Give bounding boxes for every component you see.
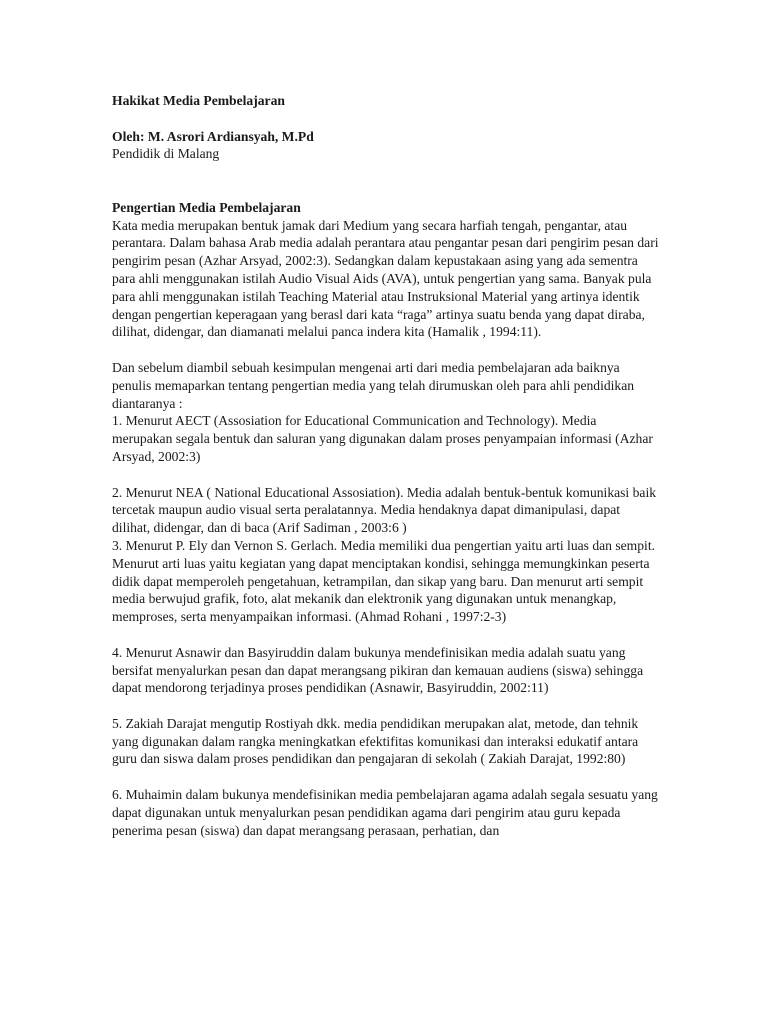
spacer: [112, 110, 660, 128]
list-item-aect: 1. Menurut AECT (Assosiation for Educational Communication and Technology). Media merupakan segala bentuk dan saluran yang digunakan dalam proses penyampaian informasi (Azhar Arsyad, 2002:3): [112, 413, 653, 464]
list-item-muhaimin: 6. Muhaimin dalam bukunya mendefisinikan media pembelajaran agama adalah segala sesuatu yang dapat digunakan untuk menyalurkan pesan pendidikan agama dari pengirim atau guru kepada penerima pesan (siswa) dan dapat merangsang perasaan, perhatian, dan: [112, 787, 658, 838]
spacer: [112, 768, 660, 786]
spacer: [112, 466, 660, 484]
spacer: [112, 697, 660, 715]
spacer: [112, 341, 660, 359]
paragraph-lead-in: Dan sebelum diambil sebuah kesimpulan mengenai arti dari media pembelajaran ada baiknya penulis memaparkan tentang pengertian media yang telah dirumuskan oleh para ahli pendidikan diantaranya :: [112, 359, 635, 411]
section-heading: Pengertian Media Pembelajaran: [112, 199, 301, 215]
paragraph-intro: Kata media merupakan bentuk jamak dari Medium yang secara harfiah tengah, pengantar, atau perantara. Dalam bahasa Arab media adalah perantara atau pengantar pesan dari pengirim pesan dari pengirim pesan (Azhar Arsyad, 2002:3). Sedangkan dalam kepustakaan asing yang ada sementra para ahli menggunakan istilah Audio Visual Aids (AVA), untuk pengertian yang sama. Banyak pula para ahli menggunakan istilah Teaching Material atau Instruksional Material yang artinya identik dengan pengertian keperagaan yang berasl dari kata “raga” artinya suatu benda yang dapat diraba, dilihat, didengar, dan diamanati melalui panca indera kita (Hamalik , 1994:11).: [112, 217, 659, 340]
author-affiliation: Pendidik di Malang: [112, 146, 220, 162]
list-item-ely-gerlach: 3. Menurut P. Ely dan Vernon S. Gerlach. Media memiliki dua pengertian yaitu arti luas dan sempit. Menurut arti luas yaitu kegiatan yang dapat menciptakan kondisi, sehingga memungkinkan peserta didik dapat memperoleh pengetahuan, ketrampilan, dan sikap yang baru. Dan menurut arti sempit media berwujud grafik, foto, alat mekanik dan elektronik yang digunakan untuk menangkap, memproses, serta menyampaikan informasi. (Ahmad Rohani , 1997:2-3): [112, 537, 656, 625]
author-line: Oleh: M. Asrori Ardiansyah, M.Pd: [112, 128, 314, 144]
spacer: [112, 626, 660, 644]
list-item-zakiah: 5. Zakiah Darajat mengutip Rostiyah dkk. media pendidikan merupakan alat, metode, dan tehnik yang digunakan dalam rangka meningkatkan efektifitas komunikasi dan interaksi edukatif antara guru dan siswa dalam proses pendidikan dan pengajaran di sekolah ( Zakiah Darajat, 1992:80): [112, 715, 639, 767]
document-page: [112, 92, 660, 839]
document-title: Hakikat Media Pembelajaran: [112, 93, 285, 108]
list-item-nea: 2. Menurut NEA ( National Educational Assosiation). Media adalah bentuk-bentuk komunikasi baik tercetak maupun audio visual serta peralatannya. Media hendaknya dapat dimanipulasi, dapat dilihat, didengar, dan di baca (Arif Sadiman , 2003:6 ): [112, 484, 657, 536]
list-item-asnawir: 4. Menurut Asnawir dan Basyiruddin dalam bukunya mendefinisikan media adalah suatu yang bersifat menyalurkan pesan dan dapat merangsang pikiran dan kemauan audiens (siswa) sehingga dapat mendorong terjadinya proses pendidikan (Asnawir, Basyiruddin, 2002:11): [112, 644, 644, 696]
spacer: [112, 163, 660, 199]
